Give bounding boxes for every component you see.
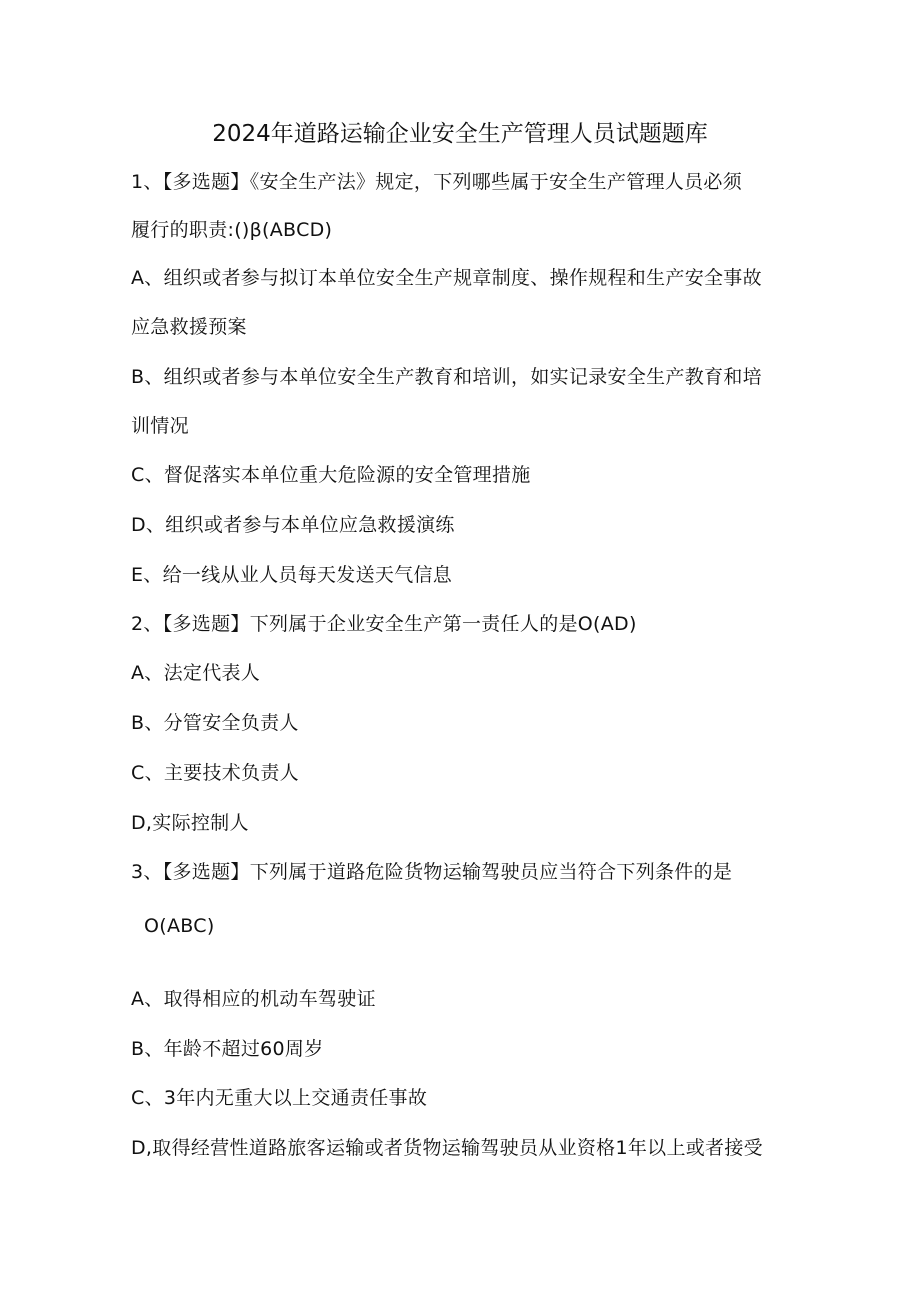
q1-stem-line-2: 履行的职责:()β(ABCD) bbox=[131, 219, 333, 241]
q3-option-d: D,取得经营性道路旅客运输或者货物运输驾驶员从业资格1年以上或者接受 bbox=[131, 1137, 763, 1159]
page-title: 2024年道路运输企业安全生产管理人员试题题库 bbox=[212, 121, 708, 147]
q1-option-e: E、给一线从业人员每天发送天气信息 bbox=[131, 564, 453, 586]
q2-option-a: A、法定代表人 bbox=[131, 662, 261, 684]
q1-option-b-line-2: 训情况 bbox=[131, 415, 189, 437]
q3-stem-line-2: O(ABC) bbox=[144, 915, 215, 937]
q1-option-c: C、督促落实本单位重大危险源的安全管理措施 bbox=[131, 464, 531, 486]
q3-option-a: A、取得相应的机动车驾驶证 bbox=[131, 988, 376, 1010]
q3-stem-line-1: 3、【多选题】下列属于道路危险货物运输驾驶员应当符合下列条件的是 bbox=[131, 861, 733, 883]
q1-option-d: D、组织或者参与本单位应急救援演练 bbox=[131, 514, 455, 536]
q3-option-b: B、年龄不超过60周岁 bbox=[131, 1038, 324, 1060]
q2-option-b: B、分管安全负责人 bbox=[131, 712, 299, 734]
q1-option-a-line-1: A、组织或者参与拟订本单位安全生产规章制度、操作规程和生产安全事故 bbox=[131, 267, 762, 289]
q1-option-a-line-2: 应急救援预案 bbox=[131, 316, 247, 338]
q1-stem-line-1: 1、【多选题】《安全生产法》规定，下列哪些属于安全生产管理人员必须 bbox=[131, 171, 742, 193]
q3-option-c: C、3年内无重大以上交通责任事故 bbox=[131, 1087, 428, 1109]
q2-stem: 2、【多选题】下列属于企业安全生产第一责任人的是O(AD) bbox=[131, 613, 637, 635]
q2-option-c: C、主要技术负责人 bbox=[131, 762, 299, 784]
q2-option-d: D,实际控制人 bbox=[131, 812, 249, 834]
q1-option-b-line-1: B、组织或者参与本单位安全生产教育和培训，如实记录安全生产教育和培 bbox=[131, 366, 762, 388]
